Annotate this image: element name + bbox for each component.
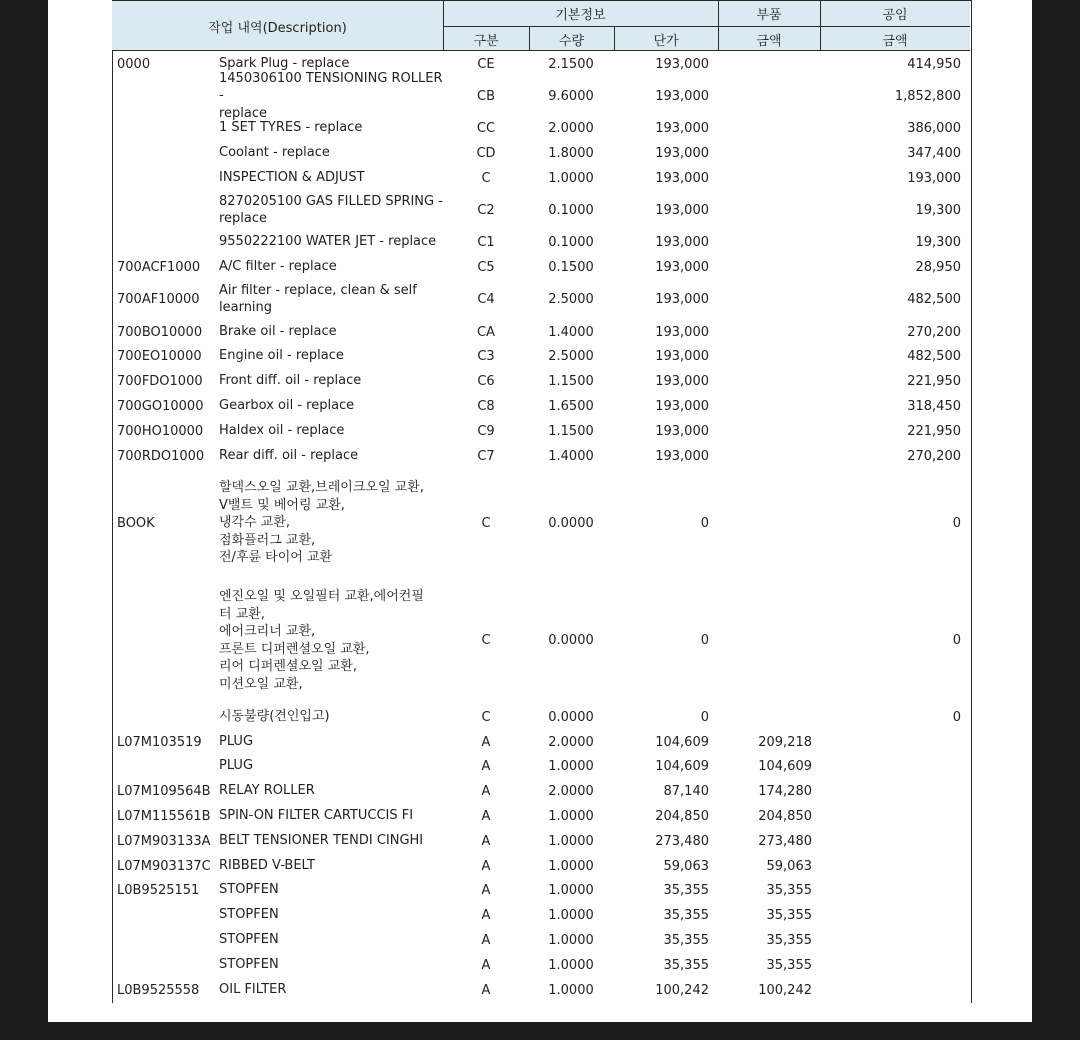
cell-labor: 270,200 bbox=[907, 448, 961, 464]
table-row bbox=[112, 468, 970, 578]
cell-code: 700FDO1000 bbox=[117, 373, 203, 389]
cell-desc: A/C filter - replace bbox=[219, 259, 337, 275]
cell-labor: 386,000 bbox=[907, 120, 961, 136]
cell-type: A bbox=[481, 758, 491, 774]
cell-desc: BELT TENSIONER TENDI CINGHI bbox=[219, 833, 424, 849]
cell-code: L07M109564B bbox=[117, 783, 211, 799]
cell-price: 193,000 bbox=[655, 170, 709, 186]
header-divider bbox=[443, 26, 970, 27]
cell-labor: 482,500 bbox=[907, 348, 961, 364]
cell-qty: 1.4000 bbox=[548, 324, 594, 340]
cell-labor bbox=[820, 754, 961, 778]
cell-price: 0 bbox=[700, 633, 709, 648]
table-row bbox=[112, 116, 970, 140]
header-divider bbox=[529, 27, 530, 51]
table-row bbox=[112, 903, 970, 927]
cell-parts: 273,480 bbox=[758, 833, 812, 849]
cell-price: 35,355 bbox=[663, 882, 709, 898]
table-row bbox=[112, 953, 970, 977]
cell-price: 193,000 bbox=[655, 234, 709, 250]
cell-price: 104,609 bbox=[655, 758, 709, 774]
cell-desc: STOPFEN bbox=[219, 907, 279, 923]
cell-parts bbox=[717, 578, 812, 703]
cell-labor bbox=[820, 730, 961, 754]
table-row bbox=[112, 705, 970, 729]
cell-labor bbox=[820, 953, 961, 977]
cell-desc: Brake oil - replace bbox=[219, 324, 337, 340]
cell-parts bbox=[717, 255, 812, 279]
cell-desc: INSPECTION & ADJUST bbox=[219, 170, 365, 186]
cell-price: 100,242 bbox=[655, 982, 709, 998]
cell-labor: 19,300 bbox=[915, 202, 961, 218]
cell-price: 193,000 bbox=[655, 398, 709, 414]
cell-labor: 193,000 bbox=[907, 170, 961, 186]
cell-labor: 19,300 bbox=[915, 234, 961, 250]
cell-type: A bbox=[481, 734, 491, 750]
cell-desc: 8270205100 GAS FILLED SPRING - replace bbox=[219, 193, 443, 226]
cell-parts: 209,218 bbox=[758, 734, 812, 750]
cell-type: CB bbox=[477, 88, 495, 104]
cell-parts bbox=[717, 76, 812, 116]
cell-type: C5 bbox=[477, 259, 495, 275]
cell-qty: 1.0000 bbox=[548, 758, 594, 774]
header-description: 작업 내역(Description) bbox=[208, 20, 347, 36]
table-row bbox=[112, 419, 970, 443]
cell-desc: Air filter - replace, clean & self learning bbox=[219, 282, 417, 315]
cell-type: C2 bbox=[477, 202, 495, 218]
cell-code: 700ACF1000 bbox=[117, 259, 201, 275]
cell-qty: 2.5000 bbox=[548, 291, 594, 307]
table-row bbox=[112, 394, 970, 418]
cell-type: C bbox=[481, 709, 491, 725]
cell-qty: 1.1500 bbox=[548, 423, 594, 439]
cell-desc: 할덱스오일 교환,브레이크오일 교환, V밸트 및 베어링 교환, 냉각수 교환, 점화플러그 교환, 전/후륜 타이어 교환 bbox=[219, 480, 424, 566]
cell-desc: STOPFEN bbox=[219, 957, 279, 973]
cell-type: C3 bbox=[477, 348, 495, 364]
cell-type: C bbox=[481, 170, 491, 186]
cell-labor: 221,950 bbox=[907, 423, 961, 439]
cell-parts bbox=[717, 52, 812, 76]
cell-desc: 엔진오일 및 오일필터 교환,에어컨필 터 교환, 에어크리너 교환, 프론트 디퍼렌셜오일 교환, 리어 디퍼렌셜오일 교환, 미션오일 교환, bbox=[219, 589, 424, 692]
cell-desc: STOPFEN bbox=[219, 882, 279, 898]
cell-code: L07M903133A bbox=[117, 833, 211, 849]
cell-parts: 35,355 bbox=[766, 882, 812, 898]
cell-parts: 59,063 bbox=[766, 858, 812, 874]
cell-labor bbox=[820, 779, 961, 803]
cell-labor: 28,950 bbox=[915, 259, 961, 275]
table-row bbox=[112, 320, 970, 344]
cell-parts: 104,609 bbox=[758, 758, 812, 774]
cell-code: 700AF10000 bbox=[117, 291, 200, 307]
cell-qty: 9.6000 bbox=[548, 88, 594, 104]
table-row bbox=[112, 70, 970, 121]
cell-code: 700EO10000 bbox=[117, 348, 202, 364]
cell-desc: SPIN-ON FILTER CARTUCCIS FI bbox=[219, 808, 414, 824]
cell-qty: 2.1500 bbox=[548, 56, 594, 72]
header-labor: 공임 bbox=[882, 8, 908, 23]
cell-parts bbox=[717, 141, 812, 165]
cell-type: A bbox=[481, 957, 491, 973]
header-parts-amount: 금액 bbox=[756, 33, 782, 49]
table-row bbox=[112, 189, 970, 231]
cell-parts bbox=[717, 705, 812, 729]
cell-code: 700BO10000 bbox=[117, 324, 203, 340]
header-parts: 부품 bbox=[756, 8, 782, 23]
cell-price: 193,000 bbox=[655, 373, 709, 389]
table-row bbox=[112, 255, 970, 279]
cell-parts bbox=[717, 230, 812, 254]
cell-type: C1 bbox=[477, 234, 495, 250]
header-labor-amount: 금액 bbox=[882, 33, 908, 49]
cell-type: C6 bbox=[477, 373, 495, 389]
cell-labor: 318,450 bbox=[907, 398, 961, 414]
cell-type: C bbox=[481, 515, 491, 531]
cell-qty: 2.0000 bbox=[548, 783, 594, 799]
cell-qty: 1.0000 bbox=[548, 833, 594, 849]
cell-price: 59,063 bbox=[663, 858, 709, 874]
cell-desc: RIBBED V-BELT bbox=[219, 858, 315, 874]
cell-desc: 1450306100 TENSIONING ROLLER - replace bbox=[219, 70, 443, 121]
cell-labor: 347,400 bbox=[907, 145, 961, 161]
cell-parts bbox=[717, 394, 812, 418]
cell-parts bbox=[717, 189, 812, 231]
cell-parts bbox=[717, 279, 812, 319]
cell-price: 193,000 bbox=[655, 291, 709, 307]
table-row bbox=[112, 878, 970, 902]
cell-qty: 0.1000 bbox=[548, 202, 594, 218]
cell-qty: 1.0000 bbox=[548, 808, 594, 824]
table-row bbox=[112, 444, 970, 468]
cell-code: BOOK bbox=[117, 515, 155, 531]
cell-qty: 2.5000 bbox=[548, 348, 594, 364]
table-row bbox=[112, 141, 970, 165]
table-row bbox=[112, 829, 970, 853]
cell-parts: 174,280 bbox=[758, 783, 812, 799]
cell-type: A bbox=[481, 982, 491, 998]
cell-qty: 2.0000 bbox=[548, 734, 594, 750]
table-row bbox=[112, 928, 970, 952]
cell-type: C7 bbox=[477, 448, 495, 464]
cell-code: 0000 bbox=[117, 56, 151, 72]
cell-qty: 1.0000 bbox=[548, 882, 594, 898]
cell-parts bbox=[717, 468, 812, 578]
cell-desc: Rear diff. oil - replace bbox=[219, 448, 359, 464]
cell-labor: 0 bbox=[952, 709, 961, 725]
cell-type: C8 bbox=[477, 398, 495, 414]
cell-parts bbox=[717, 344, 812, 368]
cell-labor: 0 bbox=[952, 633, 961, 648]
cell-desc: Spark Plug - replace bbox=[219, 56, 350, 72]
cell-desc: PLUG bbox=[219, 734, 254, 750]
cell-labor bbox=[820, 878, 961, 902]
cell-type: CE bbox=[477, 56, 495, 72]
cell-code: 700GO10000 bbox=[117, 398, 204, 414]
header-divider bbox=[614, 27, 615, 51]
cell-code: L0B9525558 bbox=[117, 982, 200, 998]
cell-parts bbox=[717, 166, 812, 190]
cell-type: CA bbox=[477, 324, 495, 340]
table-row bbox=[112, 804, 970, 828]
cell-desc: 시동불량(견인입고) bbox=[219, 709, 330, 725]
cell-price: 193,000 bbox=[655, 120, 709, 136]
cell-labor: 1,852,800 bbox=[894, 88, 961, 104]
table-row bbox=[112, 730, 970, 754]
table-row bbox=[112, 344, 970, 368]
cell-desc: PLUG bbox=[219, 758, 254, 774]
cell-type: C4 bbox=[477, 291, 495, 307]
cell-qty: 0.0000 bbox=[548, 633, 594, 648]
cell-price: 273,480 bbox=[655, 833, 709, 849]
cell-qty: 1.8000 bbox=[548, 145, 594, 161]
cell-parts bbox=[717, 419, 812, 443]
cell-labor bbox=[820, 978, 961, 1002]
cell-type: C9 bbox=[477, 423, 495, 439]
cell-price: 193,000 bbox=[655, 259, 709, 275]
cell-qty: 1.0000 bbox=[548, 907, 594, 923]
cell-parts bbox=[717, 320, 812, 344]
cell-qty: 0.0000 bbox=[548, 709, 594, 725]
cell-parts bbox=[717, 369, 812, 393]
cell-parts bbox=[717, 444, 812, 468]
cell-parts bbox=[717, 116, 812, 140]
cell-type: A bbox=[481, 783, 491, 799]
cell-qty: 1.0000 bbox=[548, 932, 594, 948]
cell-price: 35,355 bbox=[663, 957, 709, 973]
cell-price: 193,000 bbox=[655, 145, 709, 161]
cell-labor bbox=[820, 804, 961, 828]
cell-desc: Coolant - replace bbox=[219, 145, 330, 161]
header-unit-price: 단가 bbox=[653, 33, 679, 49]
cell-code: L0B9525151 bbox=[117, 882, 200, 898]
cell-desc: Gearbox oil - replace bbox=[219, 398, 355, 414]
cell-qty: 1.1500 bbox=[548, 373, 594, 389]
cell-qty: 1.0000 bbox=[548, 858, 594, 874]
cell-price: 35,355 bbox=[663, 932, 709, 948]
cell-price: 193,000 bbox=[655, 88, 709, 104]
cell-parts: 204,850 bbox=[758, 808, 812, 824]
table-row bbox=[112, 578, 970, 703]
cell-code: 700RDO1000 bbox=[117, 448, 205, 464]
cell-parts: 35,355 bbox=[766, 932, 812, 948]
cell-price: 35,355 bbox=[663, 907, 709, 923]
cell-type: A bbox=[481, 808, 491, 824]
table-row bbox=[112, 854, 970, 878]
cell-labor: 221,950 bbox=[907, 373, 961, 389]
cell-price: 193,000 bbox=[655, 324, 709, 340]
cell-labor bbox=[820, 829, 961, 853]
cell-code: L07M115561B bbox=[117, 808, 211, 824]
cell-price: 204,850 bbox=[655, 808, 709, 824]
cell-qty: 0.1500 bbox=[548, 259, 594, 275]
cell-type: CC bbox=[476, 120, 496, 136]
cell-desc: Engine oil - replace bbox=[219, 348, 344, 364]
cell-labor: 414,950 bbox=[907, 56, 961, 72]
cell-qty: 1.0000 bbox=[548, 982, 594, 998]
cell-type: CD bbox=[476, 145, 496, 161]
cell-qty: 2.0000 bbox=[548, 120, 594, 136]
cell-type: A bbox=[481, 858, 491, 874]
cell-desc: Front diff. oil - replace bbox=[219, 373, 362, 389]
cell-code: 700HO10000 bbox=[117, 423, 204, 439]
table-row bbox=[112, 230, 970, 254]
cell-labor bbox=[820, 928, 961, 952]
cell-price: 193,000 bbox=[655, 448, 709, 464]
table-row bbox=[112, 779, 970, 803]
table-row bbox=[112, 166, 970, 190]
cell-labor: 482,500 bbox=[907, 291, 961, 307]
cell-qty: 1.4000 bbox=[548, 448, 594, 464]
cell-qty: 1.6500 bbox=[548, 398, 594, 414]
cell-price: 0 bbox=[700, 709, 709, 725]
table-row bbox=[112, 754, 970, 778]
cell-qty: 1.0000 bbox=[548, 957, 594, 973]
table-row bbox=[112, 369, 970, 393]
cell-price: 87,140 bbox=[663, 783, 709, 799]
cell-parts: 100,242 bbox=[758, 982, 812, 998]
cell-qty: 1.0000 bbox=[548, 170, 594, 186]
cell-type: A bbox=[481, 833, 491, 849]
cell-code: L07M103519 bbox=[117, 734, 202, 750]
cell-price: 193,000 bbox=[655, 423, 709, 439]
cell-desc: OIL FILTER bbox=[219, 982, 287, 998]
cell-parts: 35,355 bbox=[766, 957, 812, 973]
header-basic-info: 기본정보 bbox=[555, 8, 606, 23]
cell-parts: 35,355 bbox=[766, 907, 812, 923]
cell-labor bbox=[820, 903, 961, 927]
cell-type: C bbox=[481, 633, 491, 648]
cell-code: L07M903137C bbox=[117, 858, 211, 874]
cell-price: 0 bbox=[700, 515, 709, 531]
cell-desc: 9550222100 WATER JET - replace bbox=[219, 234, 437, 250]
cell-type: A bbox=[481, 907, 491, 923]
cell-labor: 270,200 bbox=[907, 324, 961, 340]
cell-desc: RELAY ROLLER bbox=[219, 783, 315, 799]
table-row bbox=[112, 279, 970, 319]
cell-price: 104,609 bbox=[655, 734, 709, 750]
cell-qty: 0.1000 bbox=[548, 234, 594, 250]
table-row bbox=[112, 978, 970, 1002]
cell-desc: 1 SET TYRES - replace bbox=[219, 120, 363, 136]
cell-labor bbox=[820, 854, 961, 878]
header-quantity: 수량 bbox=[558, 33, 585, 49]
cell-labor: 0 bbox=[952, 515, 961, 531]
cell-price: 193,000 bbox=[655, 348, 709, 364]
cell-price: 193,000 bbox=[655, 202, 709, 218]
cell-type: A bbox=[481, 882, 491, 898]
cell-type: A bbox=[481, 932, 491, 948]
cell-desc: Haldex oil - replace bbox=[219, 423, 345, 439]
header-type: 구분 bbox=[473, 33, 499, 49]
cell-desc: STOPFEN bbox=[219, 932, 279, 948]
cell-qty: 0.0000 bbox=[548, 515, 594, 531]
cell-price: 193,000 bbox=[655, 56, 709, 72]
